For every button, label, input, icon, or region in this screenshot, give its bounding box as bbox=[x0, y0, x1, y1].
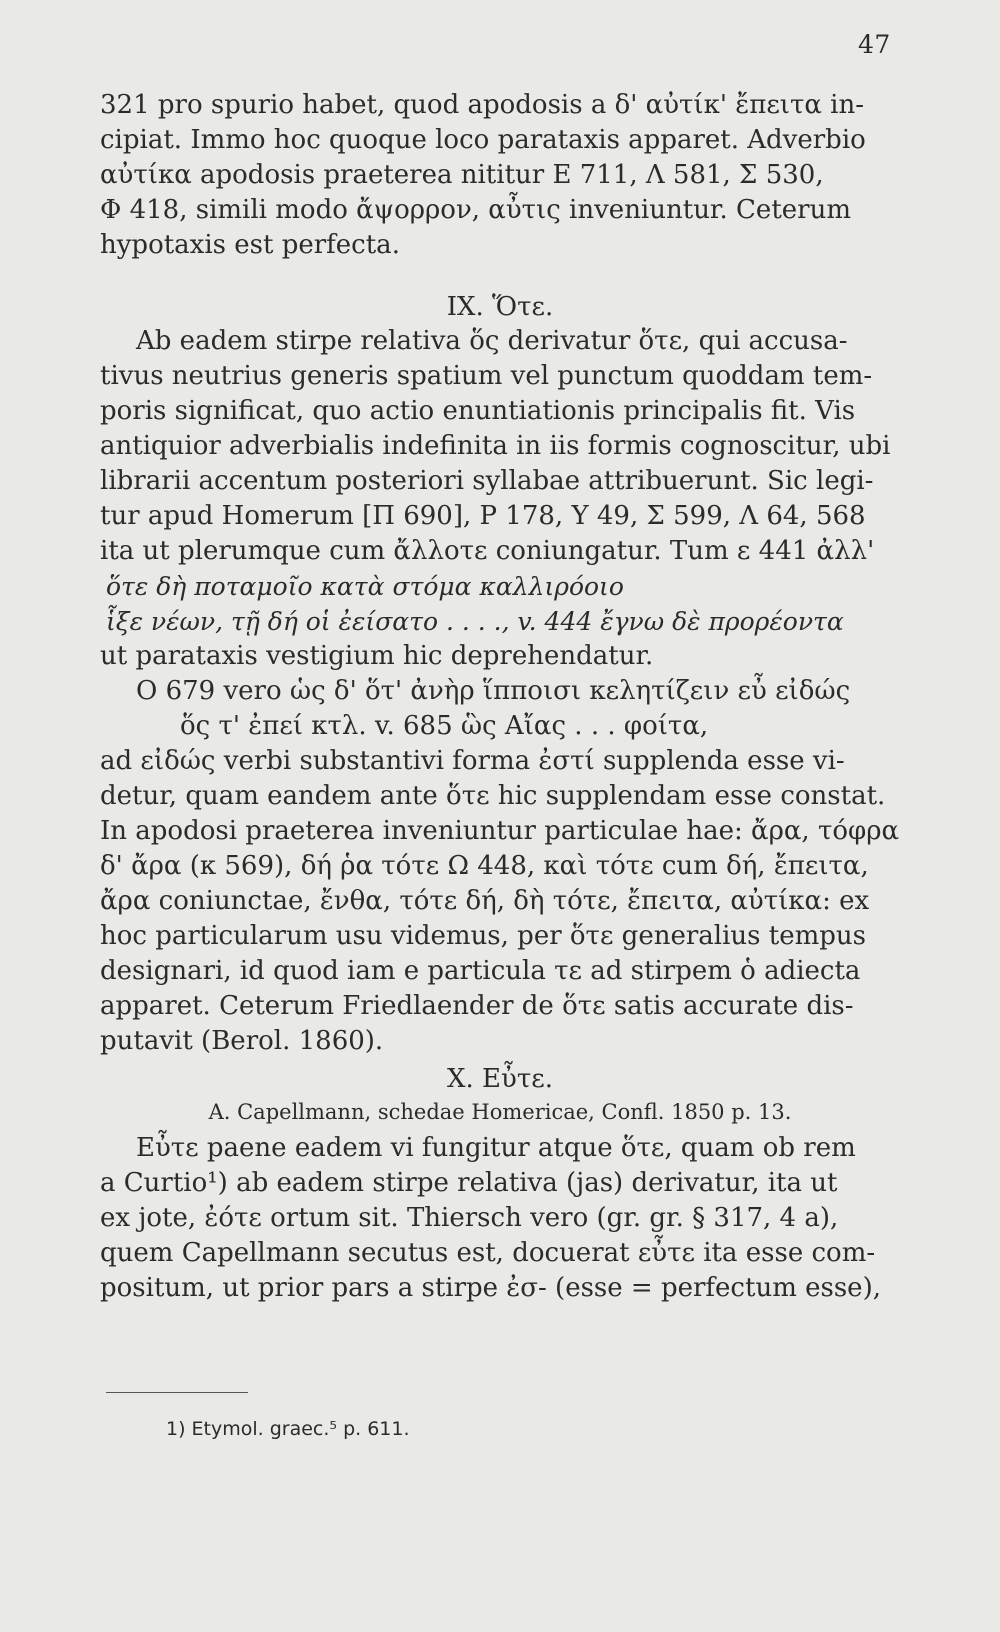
page-number: 47 bbox=[858, 30, 891, 59]
text-line: quem Capellmann secutus est, docuerat εὖτε ita esse com- bbox=[100, 1238, 876, 1268]
text-line: positum, ut prior pars a stirpe ἐσ- (esse = perfectum esse), bbox=[100, 1273, 881, 1303]
text-line: designari, id quod iam e particula τε ad stirpem ὁ adiecta bbox=[100, 956, 861, 986]
footnote-rule bbox=[106, 1392, 248, 1393]
quote-line: ὅτε δὴ ποταμοῖο κατὰ στόμα καλλιρόοιο bbox=[106, 572, 624, 601]
text-line: apparet. Ceterum Friedlaender de ὅτε satis accurate dis- bbox=[100, 991, 854, 1021]
text-line: putavit (Berol. 1860). bbox=[100, 1026, 384, 1056]
section-heading: IX. Ὅτε. bbox=[446, 292, 554, 322]
quote-line: O 679 vero ὡς δ' ὅτ' ἀνὴρ ἵπποισι κελητίζειν εὖ εἰδώς bbox=[136, 676, 851, 706]
text-line: 321 pro spurio habet, quod apodosis a δ' αὐτίκ' ἔπειτα in- bbox=[100, 90, 865, 120]
text-line: ut parataxis vestigium hic deprehendatur. bbox=[100, 641, 654, 671]
paragraph-1 bbox=[100, 88, 900, 263]
text-line: cipiat. Immo hoc quoque loco parataxis apparet. Adverbio bbox=[100, 125, 866, 155]
section-x bbox=[100, 1062, 900, 1306]
text-line: antiquior adverbialis indefinita in iis formis cognoscitur, ubi bbox=[100, 431, 891, 461]
text-line: ita ut plerumque cum ἄλλοτε coniungatur. Tum ε 441 ἀλλ' bbox=[100, 536, 875, 566]
quote-line: ἷξε νέων, τῇ δή οἱ ἐείσατο . . . ., v. 444 ἔγνω δὲ προρέοντα bbox=[106, 607, 844, 636]
text-line: Εὖτε paene eadem vi fungitur atque ὅτε, quam ob rem bbox=[136, 1133, 856, 1163]
text-line: δ' ἄρα (κ 569), δή ῥα τότε Ω 448, καὶ τότε cum δή, ἔπειτα, bbox=[100, 851, 869, 881]
footnote: 1) Etymol. graec.⁵ p. 611. bbox=[166, 1418, 410, 1440]
text-line: ad εἰδώς verbi substantivi forma ἐστί supplenda esse vi- bbox=[100, 746, 845, 776]
section-ix bbox=[100, 290, 900, 325]
text-line: poris significat, quo actio enuntiationis principalis fit. Vis bbox=[100, 396, 856, 426]
text-line: librarii accentum posteriori syllabae attribuerunt. Sic legi- bbox=[100, 466, 874, 496]
text-line: Ab eadem stirpe relativa ὅς derivatur ὅτε, qui accusa- bbox=[136, 326, 848, 356]
text-line: hypotaxis est perfecta. bbox=[100, 230, 400, 260]
section-heading: X. Εὖτε. bbox=[447, 1064, 553, 1094]
text-line: In apodosi praeterea inveniuntur particulae hae: ἄρα, τόφρα bbox=[100, 816, 900, 846]
text-line: tur apud Homerum [Π 690], P 178, Υ 49, Σ 599, Λ 64, 568 bbox=[100, 501, 866, 531]
text-line: detur, quam eandem ante ὅτε hic supplendam esse constat. bbox=[100, 781, 886, 811]
text-line: Φ 418, simili modo ἄψορρον, αὖτις inveniuntur. Ceterum bbox=[100, 195, 851, 225]
text-line: tivus neutrius generis spatium vel punctum quoddam tem- bbox=[100, 361, 873, 391]
text-line: ἄρα coniunctae, ἔνθα, τότε δή, δὴ τότε, ἔπειτα, αὐτίκα: ex bbox=[100, 886, 870, 916]
source-citation: A. Capellmann, schedae Homericae, Confl. 1850 p. 13. bbox=[208, 1100, 792, 1124]
text-line: hoc particularum usu videmus, per ὅτε generalius tempus bbox=[100, 921, 866, 951]
text-line: αὐτίκα apodosis praeterea nititur E 711, Λ 581, Σ 530, bbox=[100, 160, 824, 190]
text-line: a Curtio¹) ab eadem stirpe relativa (jas) derivatur, ita ut bbox=[100, 1168, 838, 1198]
quote-line: ὅς τ' ἐπεί κτλ. v. 685 ὣς Αἴας . . . φοίτα, bbox=[180, 711, 709, 741]
paragraph-2 bbox=[100, 324, 900, 1059]
text-line: ex jote, ἐότε ortum sit. Thiersch vero (gr. gr. § 317, 4 a), bbox=[100, 1203, 839, 1233]
